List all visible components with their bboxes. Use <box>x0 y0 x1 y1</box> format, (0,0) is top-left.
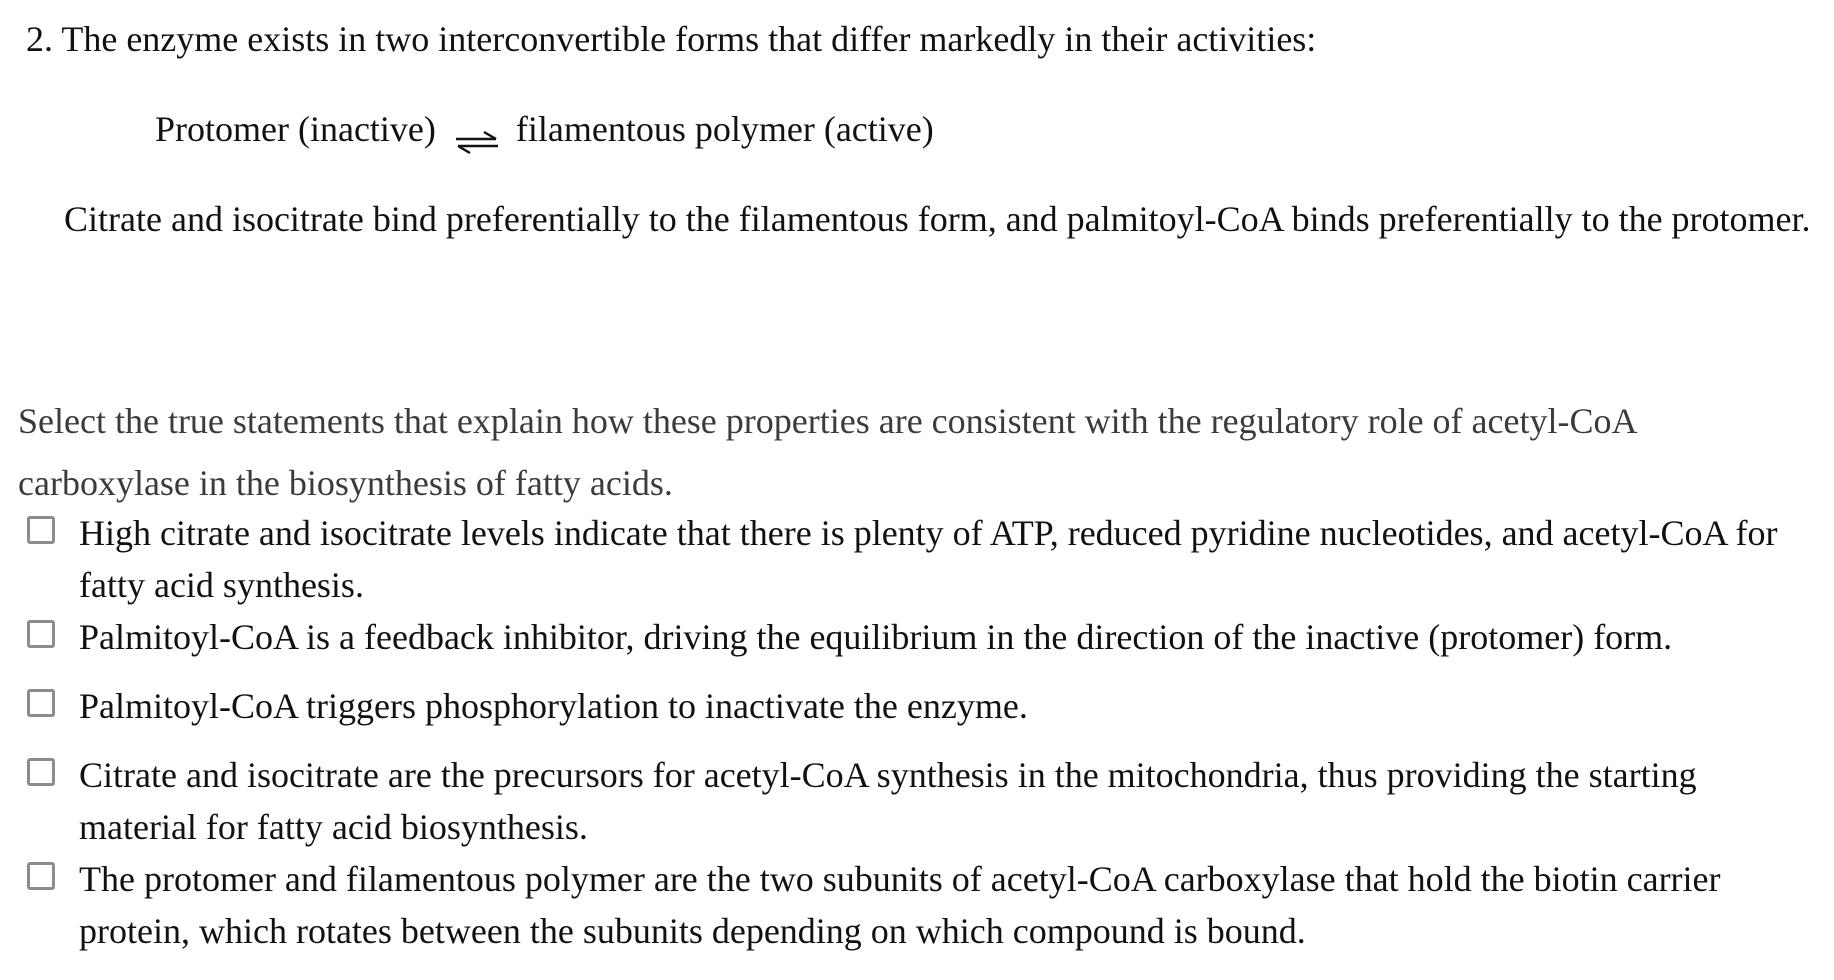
option-label-1: High citrate and isocitrate levels indicate that there is plenty of ATP, reduced pyridine nucleotides, and acetyl-CoA for fatty acid synthesis. <box>79 513 1778 605</box>
instruction-prompt: Select the true statements that explain how these properties are consistent with the regulatory role of acetyl-CoA carboxylase in the biosynthesis of fatty acids. <box>18 401 1636 503</box>
answer-option-1[interactable] <box>24 507 1814 611</box>
checkbox-1[interactable] <box>27 516 55 544</box>
question-header: 2. The enzyme exists in two interconvertible forms that differ markedly in their activities: <box>26 19 1317 59</box>
checkbox-3[interactable] <box>27 689 55 717</box>
equilibrium-left: Protomer (inactive) <box>155 109 436 149</box>
answer-option-5[interactable] <box>24 853 1814 957</box>
option-label-2: Palmitoyl-CoA is a feedback inhibitor, driving the equilibrium in the direction of the inactive (protomer) form. <box>79 617 1673 657</box>
option-label-3: Palmitoyl-CoA triggers phosphorylation to inactivate the enzyme. <box>79 686 1028 726</box>
checkbox-2[interactable] <box>27 620 55 648</box>
option-label-4: Citrate and isocitrate are the precursors for acetyl-CoA synthesis in the mitochondria, thus providing the starting material for fatty acid biosynthesis. <box>79 755 1697 847</box>
checkbox-4[interactable] <box>27 758 55 786</box>
equilibrium-harpoons-icon <box>452 117 502 141</box>
option-label-5: The protomer and filamentous polymer are the two subunits of acetyl-CoA carboxylase that hold the biotin carrier protein, which rotates between the subunits depending on which compound is bound. <box>79 859 1721 951</box>
equilibrium-equation <box>155 104 934 154</box>
answer-option-3[interactable] <box>24 680 1814 732</box>
answer-options <box>24 507 1814 957</box>
equilibrium-right: filamentous polymer (active) <box>515 109 934 149</box>
question-description: Citrate and isocitrate bind preferentially to the filamentous form, and palmitoyl-CoA binds preferentially to the protomer. <box>64 199 1811 239</box>
answer-option-4[interactable] <box>24 749 1814 853</box>
checkbox-5[interactable] <box>27 862 55 890</box>
answer-option-2[interactable] <box>24 611 1814 663</box>
